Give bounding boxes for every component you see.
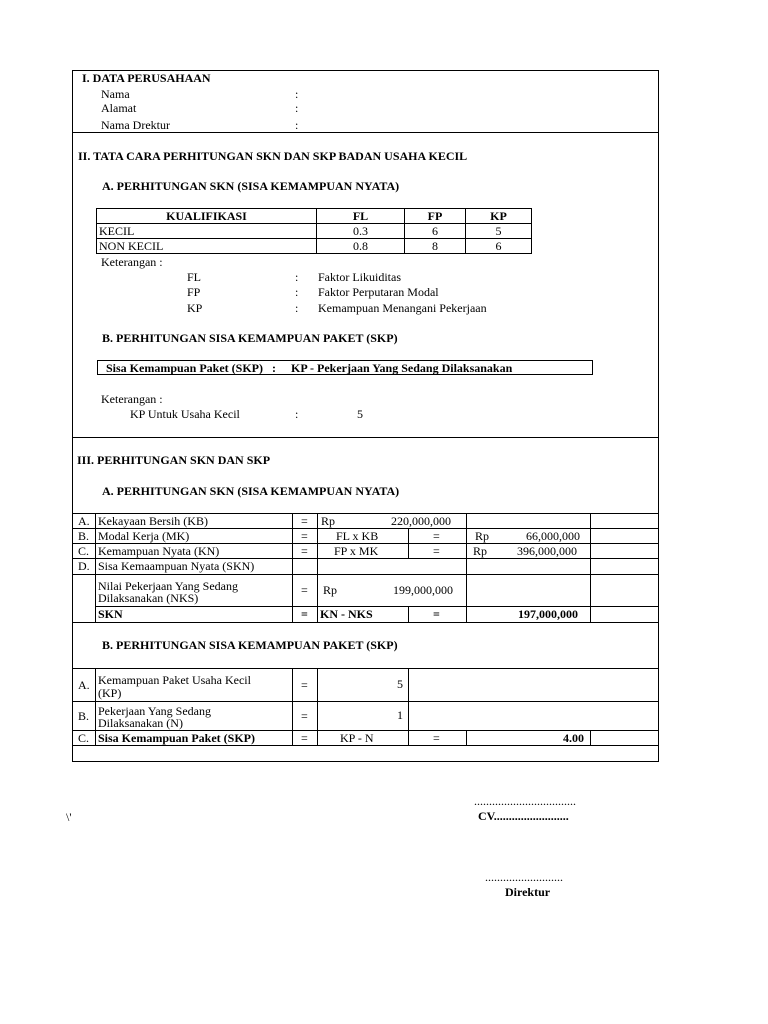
skp-formula-box (97, 360, 593, 375)
table-row (97, 224, 532, 239)
kp-usaha-kecil-colon: : (295, 407, 299, 421)
keterangan-desc: Kemampuan Menangani Pekerjaan (318, 301, 487, 315)
grid-line (292, 668, 293, 745)
row-label-line2: Dilaksanakan (N) (98, 716, 183, 730)
row-letter: D. (78, 559, 90, 573)
row-equals: = (433, 544, 440, 558)
skp-formula-text: Sisa Kemampuan Paket (SKP) : KP - Pekerjaan Yang Sedang Dilaksanakan (106, 361, 513, 375)
row-equals: = (301, 709, 308, 723)
grid-line (466, 730, 467, 745)
section-3-heading: III. PERHITUNGAN SKN DAN SKP (77, 453, 271, 467)
grid-line (72, 622, 659, 623)
table-cell: NON KECIL (97, 239, 317, 254)
signer-name-dots: .......................... (485, 870, 563, 884)
row-label: Kekayaan Bersih (KB) (98, 514, 208, 528)
keterangan-code: KP (187, 301, 203, 315)
skn-total-formula: KN - NKS (320, 607, 373, 621)
row-value: 1 (397, 708, 403, 722)
nks-equals: = (301, 583, 308, 597)
table-cell: 6 (405, 224, 466, 239)
grid-line (72, 668, 659, 669)
row-letter: A. (78, 514, 90, 528)
grid-line (590, 513, 591, 622)
section-1-heading: I. DATA PERUSAHAAN (82, 71, 211, 85)
kp-usaha-kecil-label: KP Untuk Usaha Kecil (130, 407, 240, 421)
skn-total-equals: = (433, 607, 440, 621)
field-alamat-colon: : (295, 101, 299, 115)
row-letter: B. (78, 709, 90, 723)
col-header: FL (317, 209, 405, 224)
keterangan-desc: Faktor Perputaran Modal (318, 285, 439, 299)
section-divider (72, 437, 659, 438)
grid-line (408, 528, 409, 558)
table-cell: KECIL (97, 224, 317, 239)
skn-total-equals: = (301, 607, 308, 621)
grid-line (466, 513, 467, 622)
skn-total-label: SKN (98, 607, 123, 621)
keterangan-colon: : (295, 301, 299, 315)
company-name-line: CV......................... (478, 809, 569, 823)
row-equals: = (301, 544, 308, 558)
skp-total-value: 4.00 (563, 731, 584, 745)
row-label: Modal Kerja (MK) (98, 529, 190, 543)
row-equals: = (301, 529, 308, 543)
section-3-sub-a: A. PERHITUNGAN SKN (SISA KEMAMPUAN NYATA) (102, 484, 400, 498)
nks-label-line1: Nilai Pekerjaan Yang Sedang (98, 579, 238, 593)
table-cell: 0.3 (317, 224, 405, 239)
row-label-line2: (KP) (98, 686, 122, 700)
row-letter: C. (78, 544, 90, 558)
row-formula: FL x KB (336, 529, 379, 543)
grid-line (95, 668, 96, 745)
stray-mark: \' (66, 810, 72, 824)
grid-line (72, 701, 659, 702)
row-label: Sisa Kemaampuan Nyata (SKN) (98, 559, 255, 573)
row-rp: Rp (475, 529, 490, 543)
row-value: 396,000,000 (517, 544, 577, 558)
row-equals: = (433, 529, 440, 543)
col-header: KUALIFIKASI (97, 209, 317, 224)
section-divider (72, 132, 659, 133)
field-direktur-label: Nama Drektur (101, 118, 170, 132)
grid-line (292, 513, 293, 622)
nks-label-line2: Dilaksanakan (NKS) (98, 591, 199, 605)
row-letter: A. (78, 678, 90, 692)
table-row (97, 239, 532, 254)
grid-line (317, 668, 318, 745)
section-2-sub-a: A. PERHITUNGAN SKN (SISA KEMAMPUAN NYATA) (102, 179, 400, 193)
row-value: 66,000,000 (526, 529, 580, 543)
section-3-sub-b: B. PERHITUNGAN SISA KEMAMPUAN PAKET (SKP) (102, 638, 398, 652)
row-value: 5 (397, 677, 403, 691)
grid-line (408, 606, 409, 622)
keterangan-code: FL (187, 270, 202, 284)
kualifikasi-table (96, 208, 532, 254)
grid-line (408, 668, 409, 745)
field-nama-label: Nama (101, 87, 130, 101)
row-equals: = (301, 678, 308, 692)
row-value: 220,000,000 (391, 514, 451, 528)
skp-total-equals: = (301, 731, 308, 745)
skp-total-equals: = (433, 731, 440, 745)
keterangan-desc: Faktor Likuiditas (318, 270, 401, 284)
signer-title: Direktur (505, 885, 551, 899)
col-header: KP (466, 209, 532, 224)
row-label-line1: Pekerjaan Yang Sedang (98, 704, 211, 718)
table-header-row (97, 209, 532, 224)
row-label: Kemampuan Nyata (KN) (98, 544, 220, 558)
row-rp: Rp (473, 544, 488, 558)
row-letter: B. (78, 529, 90, 543)
table-cell: 0.8 (317, 239, 405, 254)
keterangan-colon: : (295, 285, 299, 299)
keterangan2-label: Keterangan : (101, 392, 163, 406)
skn-total-value: 197,000,000 (518, 607, 578, 621)
skp-total-formula: KP - N (340, 731, 374, 745)
place-date-dots: .................................. (474, 794, 576, 808)
skp-total-label: Sisa Kemampuan Paket (SKP) (98, 731, 256, 745)
row-equals: = (301, 514, 308, 528)
grid-line (590, 730, 591, 745)
nks-rp: Rp (323, 583, 338, 597)
keterangan-colon: : (295, 270, 299, 284)
field-nama-colon: : (295, 87, 299, 101)
section-2-heading: II. TATA CARA PERHITUNGAN SKN DAN SKP BADAN USAHA KECIL (78, 149, 468, 163)
table-cell: 8 (405, 239, 466, 254)
table-cell: 5 (466, 224, 532, 239)
field-direktur-colon: : (295, 118, 299, 132)
table-cell: 6 (466, 239, 532, 254)
grid-line (72, 574, 659, 575)
row-rp: Rp (321, 514, 336, 528)
grid-line (72, 745, 659, 746)
kp-usaha-kecil-value: 5 (357, 407, 363, 421)
field-alamat-label: Alamat (101, 101, 137, 115)
row-label-line1: Kemampuan Paket Usaha Kecil (98, 673, 251, 687)
keterangan-label: Keterangan : (101, 255, 163, 269)
row-formula: FP x MK (334, 544, 379, 558)
section-2-sub-b: B. PERHITUNGAN SISA KEMAMPUAN PAKET (SKP) (102, 331, 398, 345)
grid-line (317, 513, 318, 622)
keterangan-code: FP (187, 285, 201, 299)
nks-value: 199,000,000 (393, 583, 453, 597)
row-letter: C. (78, 731, 90, 745)
col-header: FP (405, 209, 466, 224)
grid-line (95, 513, 96, 622)
